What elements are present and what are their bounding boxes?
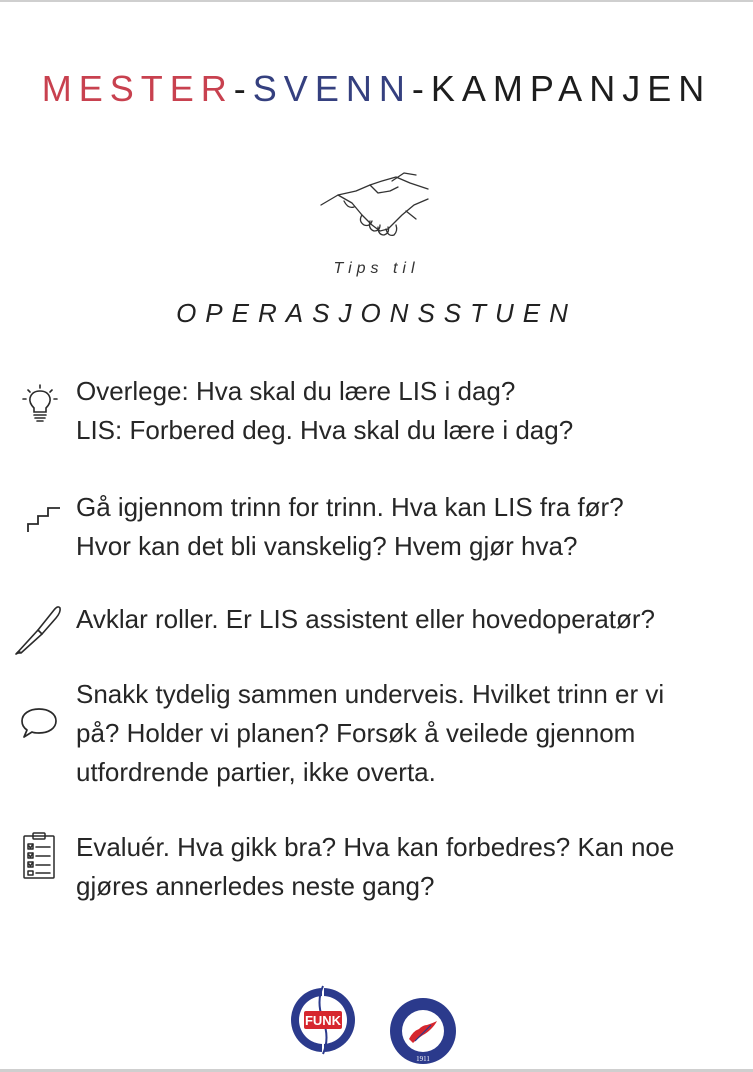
tip-line: på? Holder vi planen? Forsøk å veilede gjennom (76, 718, 636, 748)
tip-line: utfordrende partier, ikke overta. (76, 757, 436, 787)
tips-subtitle: Tips til (333, 260, 420, 277)
lightbulb-icon (22, 384, 58, 424)
speech-bubble-icon (20, 706, 58, 740)
checklist-icon (22, 832, 56, 880)
operating-room-heading: OPERASJONSSTUEN (176, 298, 577, 328)
stairs-icon (26, 502, 62, 534)
tip-item (76, 600, 726, 639)
title-part-kampanjen: KAMPANJEN (430, 68, 712, 109)
title-part-mester: MESTER (41, 68, 234, 109)
tip-line: Evaluér. Hva gikk bra? Hva kan forbedres? Kan noe (76, 832, 675, 862)
tip-item (76, 372, 726, 450)
nkf-logo (387, 995, 459, 1072)
tip-item (76, 828, 726, 906)
tip-line: Avklar roller. Er LIS assistent eller hovedoperatør? (76, 604, 656, 634)
funk-logo-label: FUNK (304, 1013, 342, 1028)
tip-line: Overlege: Hva skal du lære LIS i dag? (76, 376, 516, 406)
handshake-icon (318, 163, 434, 239)
tip-line: Snakk tydelig sammen underveis. Hvilket trinn er vi (76, 679, 665, 709)
tip-item (76, 675, 726, 792)
campaign-title (0, 68, 753, 110)
tip-line: Hvor kan det bli vanskelig? Hvem gjør hva? (76, 531, 578, 561)
tip-item (76, 488, 726, 566)
nkf-logo-year: 1911 (416, 1055, 430, 1063)
scalpel-icon (14, 602, 62, 656)
title-part-svenn: SVENN (252, 68, 412, 109)
tip-line: Gå igjennom trinn for trinn. Hva kan LIS fra før? (76, 492, 624, 522)
funk-logo (288, 980, 358, 1065)
top-border (0, 0, 753, 2)
title-separator: - (233, 68, 253, 109)
title-separator: - (411, 68, 431, 109)
tip-line: gjøres annerledes neste gang? (76, 871, 435, 901)
tip-line: LIS: Forbered deg. Hva skal du lære i dag? (76, 415, 574, 445)
